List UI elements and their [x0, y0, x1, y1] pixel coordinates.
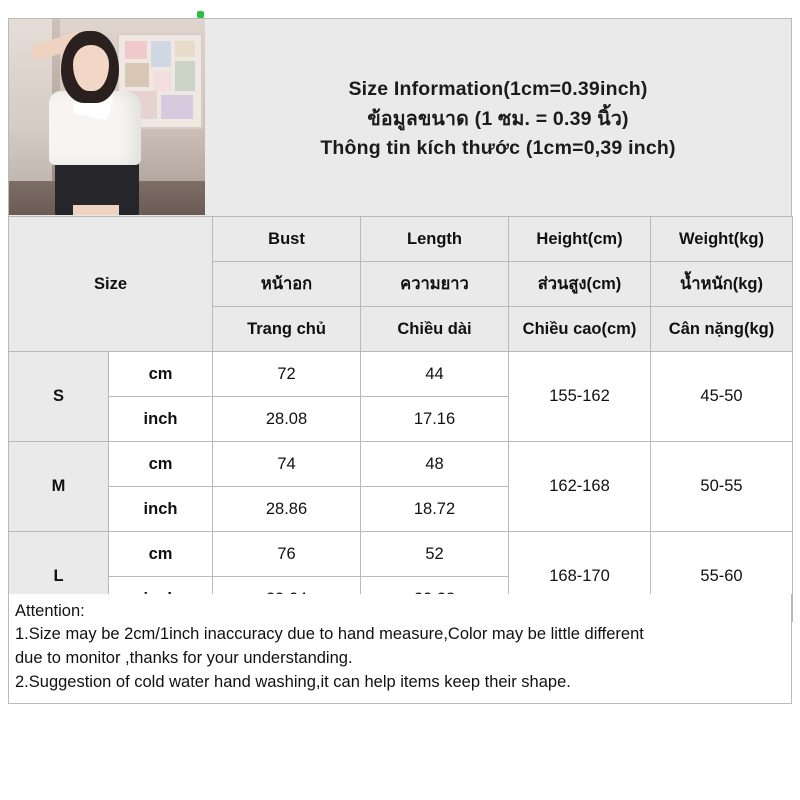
bust-inch-m: 28.86	[213, 487, 361, 532]
size-table	[8, 216, 793, 622]
unit-cm-s: cm	[109, 352, 213, 397]
attention-line-2: due to monitor ,thanks for your understanding.	[15, 649, 353, 668]
table-header-row-en	[9, 217, 793, 262]
header-bust-th: หน้าอก	[213, 262, 361, 307]
header-height-vi: Chiều cao(cm)	[509, 307, 651, 352]
row-size-m: M	[9, 442, 109, 532]
title-vietnamese: Thông tin kích thước (1cm=0,39 inch)	[320, 137, 676, 160]
length-cm-l: 52	[361, 532, 509, 577]
length-cm-m: 48	[361, 442, 509, 487]
unit-cm-m: cm	[109, 442, 213, 487]
header-bust-vi: Trang chủ	[213, 307, 361, 352]
green-dot-marker	[197, 11, 204, 18]
header-bust-en: Bust	[213, 217, 361, 262]
photo-model-legs	[73, 205, 119, 215]
row-size-l: L	[9, 532, 109, 622]
attention-heading: Attention:	[15, 602, 85, 620]
weight-l: 55-60	[651, 532, 793, 622]
attention-line-1: 1.Size may be 2cm/1inch inaccuracy due to hand measure,Color may be little different	[15, 625, 644, 644]
table-row	[9, 352, 793, 397]
unit-cm-l: cm	[109, 532, 213, 577]
photo-model-face	[73, 45, 109, 91]
unit-inch-m: inch	[109, 487, 213, 532]
length-inch-s: 17.16	[361, 397, 509, 442]
attention-line-3: 2.Suggestion of cold water hand washing,it can help items keep their shape.	[15, 673, 571, 692]
header-weight-en: Weight(kg)	[651, 217, 793, 262]
table-row	[9, 532, 793, 577]
height-m: 162-168	[509, 442, 651, 532]
bust-cm-s: 72	[213, 352, 361, 397]
length-inch-m: 18.72	[361, 487, 509, 532]
header-length-en: Length	[361, 217, 509, 262]
weight-s: 45-50	[651, 352, 793, 442]
title-thai: ข้อมูลขนาด (1 ซม. = 0.39 นิ้ว)	[367, 107, 629, 130]
header-weight-th: น้ำหนัก(kg)	[651, 262, 793, 307]
header-length-th: ความยาว	[361, 262, 509, 307]
header-length-vi: Chiều dài	[361, 307, 509, 352]
header-band	[8, 18, 792, 216]
length-cm-s: 44	[361, 352, 509, 397]
product-photo	[9, 19, 205, 215]
table-row	[9, 442, 793, 487]
weight-m: 50-55	[651, 442, 793, 532]
header-height-th: ส่วนสูง(cm)	[509, 262, 651, 307]
bust-cm-m: 74	[213, 442, 361, 487]
attention-block	[8, 594, 792, 704]
header-weight-vi: Cân nặng(kg)	[651, 307, 793, 352]
title-block	[205, 19, 791, 216]
size-header-cell: Size	[9, 217, 213, 352]
height-s: 155-162	[509, 352, 651, 442]
unit-inch-s: inch	[109, 397, 213, 442]
header-height-en: Height(cm)	[509, 217, 651, 262]
bust-inch-s: 28.08	[213, 397, 361, 442]
height-l: 168-170	[509, 532, 651, 622]
title-english: Size Information(1cm=0.39inch)	[348, 77, 648, 100]
bust-cm-l: 76	[213, 532, 361, 577]
row-size-s: S	[9, 352, 109, 442]
